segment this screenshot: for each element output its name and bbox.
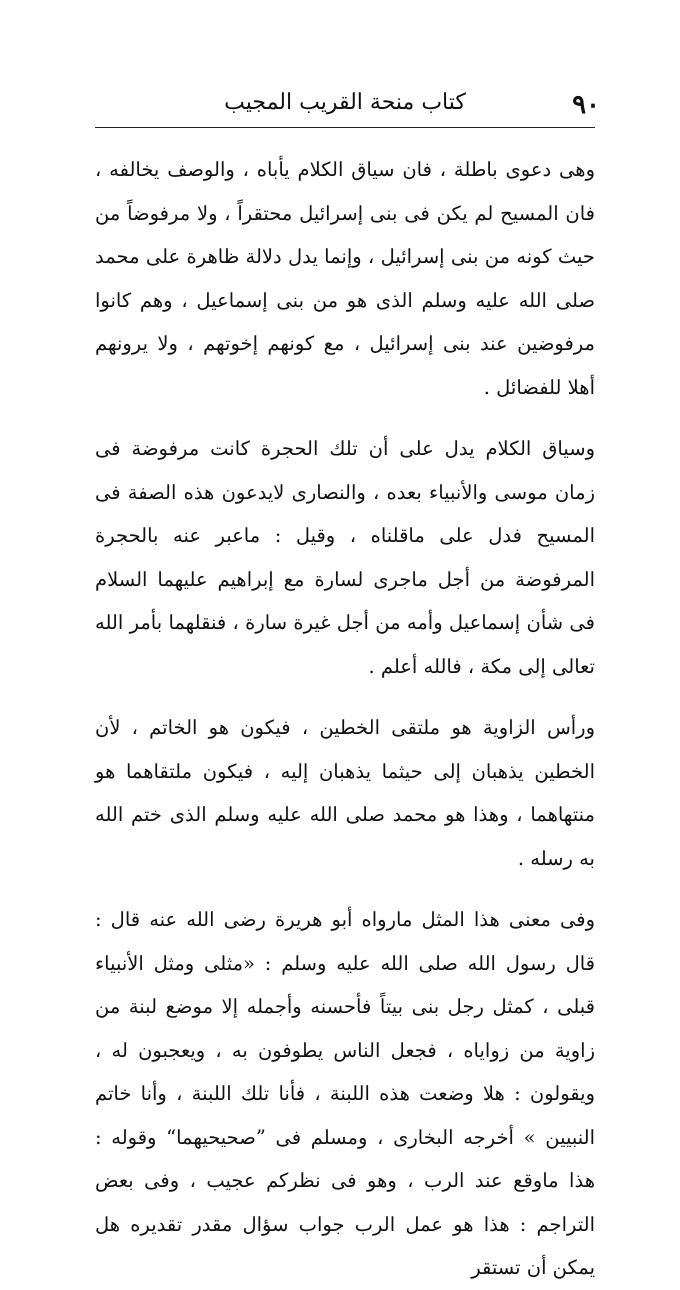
paragraph: وهى دعوى باطلة ، فان سياق الكلام يأباه ، والوصف يخالفه ، فان المسيح لم يكن فى بنى إسرائيل محتقراً ، ولا مرفوضاً من حيث كونه من بنى إسرائيل ، وإنما يدل دلالة ظاهرة على محمد صلى الله عليه وسلم الذى هو من بنى إسماعيل ، وهم كانوا مرفوضين عند بنى إسرائيل ، مع كونهم إخوتهم ، ولا يرونهم أهلا للفضائل . xyxy=(95,158,595,399)
paragraph: وسياق الكلام يدل على أن تلك الحجرة كانت مرفوضة فى زمان موسى والأنبياء بعده ، والنصارى لايدعون هذه الصفة فى المسيح فدل على ماقلناه ، وقيل : ماعبر عنه بالحجرة المرفوضة من أجل ماجرى لسارة مع إبراهيم عليهما السلام فى شأن إسماعيل وأمه من أجل غيرة سارة ، فنقلهما بأمر الله تعالى إلى مكة ، فالله أعلم . xyxy=(95,437,595,678)
body-text xyxy=(95,148,595,1290)
running-title: كتاب منحة القريب المجيب xyxy=(224,90,466,115)
page-header xyxy=(95,86,600,126)
header-divider xyxy=(95,127,595,128)
paragraph: ورأس الزاوية هو ملتقى الخطين ، فيكون هو الخاتم ، لأن الخطين يذهبان إلى حيثما يذهبان إليه ، فيكون ملتقاهما هو منتهاهما ، وهذا هو محمد صلى الله عليه وسلم الذى ختم الله به رسله . xyxy=(95,716,595,870)
paragraph: وفى معنى هذا المثل مارواه أبو هريرة رضى الله عنه قال : قال رسول الله صلى الله عليه وسلم : «مثلى ومثل الأنبياء قبلى ، كمثل رجل بنى بيتاً فأحسنه وأجمله إلا موضع لبنة من زاوية من زواياه ، فجعل الناس يطوفون به ، ويعجبون له ، ويقولون : هلا وضعت هذه اللبنة ، فأنا تلك اللبنة ، وأنا خاتم النبيين » أخرجه البخارى ، ومسلم فى ”صحيحيهما“ وقوله : هذا ماوقع عند الرب ، وهو فى نظركم عجيب ، وفى بعض التراجم : هذا هو عمل الرب جواب سؤال مقدر تقديره هل يمكن أن تستقر xyxy=(95,908,595,1279)
page-number: ٩٠ xyxy=(572,90,600,120)
